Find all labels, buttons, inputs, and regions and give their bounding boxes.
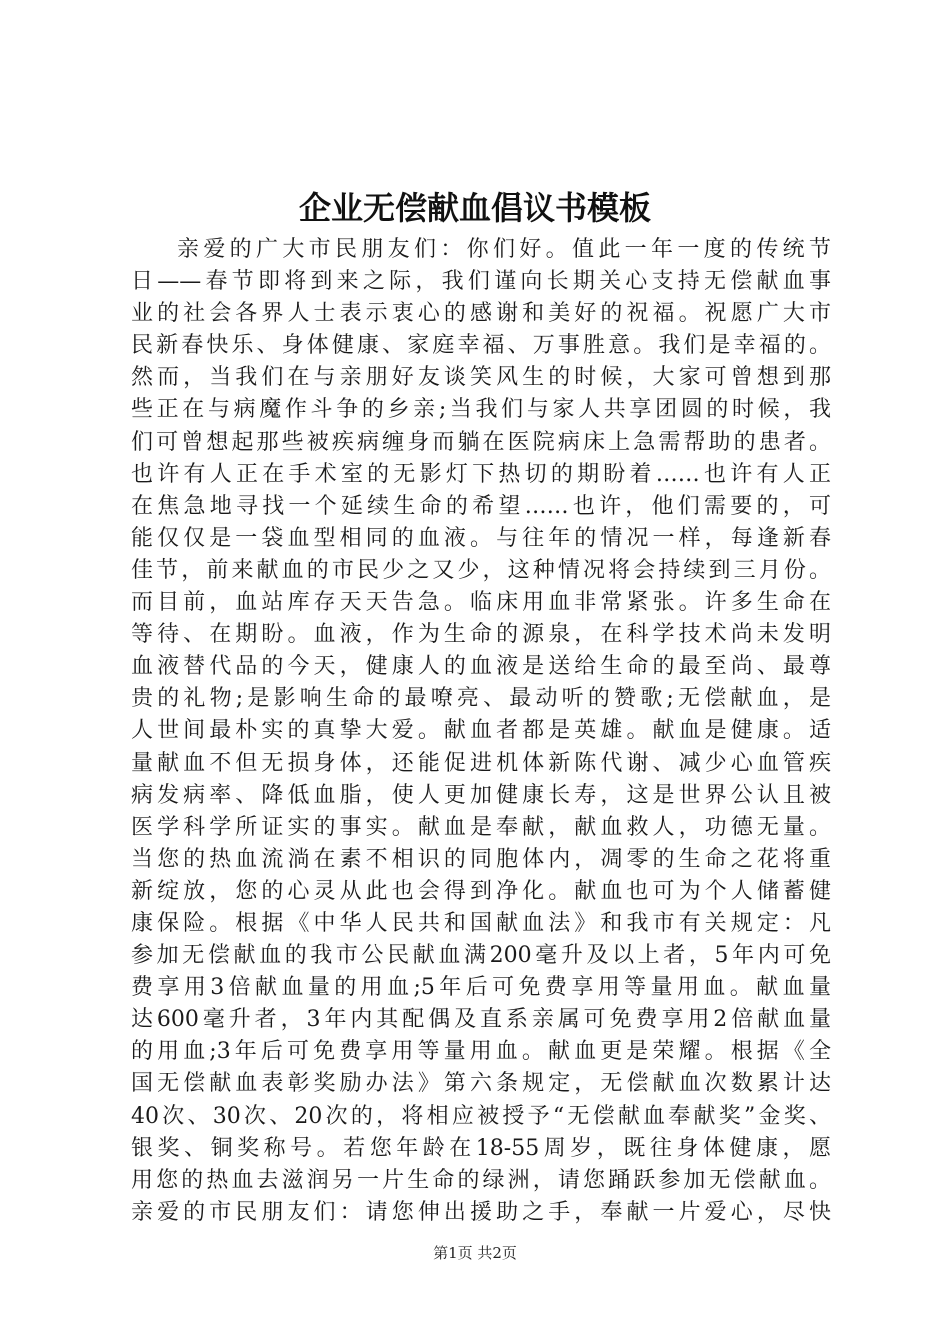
body-line: 银奖、铜奖称号。若您年龄在18-55周岁，既往身体健康，愿 bbox=[131, 1135, 831, 1161]
body-line: 的用血;3年后可免费享用等量用血。献血更是荣耀。根据《全 bbox=[131, 1039, 831, 1065]
body-line: 等待、在期盼。血液，作为生命的源泉，在科学技术尚未发明 bbox=[131, 622, 831, 648]
body-line: 参加无偿献血的我市公民献血满200毫升及以上者，5年内可免 bbox=[131, 943, 831, 969]
body-line: 康保险。根据《中华人民共和国献血法》和我市有关规定：凡 bbox=[131, 910, 831, 936]
body-line: 40次、30次、20次的，将相应被授予“无偿献血奉献奖”金奖、 bbox=[131, 1103, 831, 1129]
body-line: 量献血不但无损身体，还能促进机体新陈代谢、减少心血管疾 bbox=[131, 750, 831, 776]
page-footer: 第1页 共2页 bbox=[433, 1244, 517, 1262]
body-line: 人世间最朴实的真挚大爱。献血者都是英雄。献血是健康。适 bbox=[131, 718, 831, 744]
body-line: 能仅仅是一袋血型相同的血液。与往年的情况一样，每逢新春 bbox=[131, 525, 831, 551]
body-line: 而目前，血站库存天天告急。临床用血非常紧张。许多生命在 bbox=[131, 590, 831, 616]
body-line: 民新春快乐、身体健康、家庭幸福、万事胜意。我们是幸福的。 bbox=[131, 333, 831, 359]
body-line: 在焦急地寻找一个延续生命的希望……也许，他们需要的，可 bbox=[131, 493, 831, 519]
body-line: 亲爱的市民朋友们：请您伸出援助之手，奉献一片爱心，尽快 bbox=[131, 1199, 831, 1225]
body-line: 也许有人正在手术室的无影灯下热切的期盼着……也许有人正 bbox=[131, 461, 831, 487]
body-line: 亲爱的广大市民朋友们：你们好。值此一年一度的传统节 bbox=[177, 237, 831, 262]
body-line: 贵的礼物;是影响生命的最嘹亮、最动听的赞歌;无偿献血，是 bbox=[131, 686, 831, 712]
body-line: 然而，当我们在与亲朋好友谈笑风生的时候，大家可曾想到那 bbox=[131, 365, 831, 391]
body-line: 佳节，前来献血的市民少之又少，这种情况将会持续到三月份。 bbox=[131, 557, 831, 583]
body-line: 国无偿献血表彰奖励办法》第六条规定，无偿献血次数累计达 bbox=[131, 1071, 831, 1097]
document-title: 企业无偿献血倡议书模板 bbox=[298, 189, 651, 227]
body-line: 业的社会各界人士表示衷心的感谢和美好的祝福。祝愿广大市 bbox=[131, 301, 831, 327]
body-line: 用您的热血去滋润另一片生命的绿洲，请您踊跃参加无偿献血。 bbox=[131, 1167, 831, 1193]
body-line: 们可曾想起那些被疾病缠身而躺在医院病床上急需帮助的患者。 bbox=[131, 429, 831, 455]
body-line: 日——春节即将到来之际，我们谨向长期关心支持无偿献血事 bbox=[131, 269, 831, 295]
body-line: 医学科学所证实的事实。献血是奉献，献血救人，功德无量。 bbox=[131, 814, 831, 840]
body-line: 达600毫升者，3年内其配偶及直系亲属可免费享用2倍献血量 bbox=[131, 1007, 831, 1033]
body-line: 当您的热血流淌在素不相识的同胞体内，凋零的生命之花将重 bbox=[131, 846, 831, 872]
body-line: 费享用3倍献血量的用血;5年后可免费享用等量用血。献血量 bbox=[131, 975, 831, 1001]
body-line: 新绽放，您的心灵从此也会得到净化。献血也可为个人储蓄健 bbox=[131, 878, 831, 904]
document-body bbox=[131, 234, 831, 1229]
body-line: 病发病率、降低血脂，使人更加健康长寿，这是世界公认且被 bbox=[131, 782, 831, 808]
body-line: 些正在与病魔作斗争的乡亲;当我们与家人共享团圆的时候，我 bbox=[131, 397, 831, 423]
body-line: 血液替代品的今天，健康人的血液是送给生命的最至尚、最尊 bbox=[131, 654, 831, 680]
